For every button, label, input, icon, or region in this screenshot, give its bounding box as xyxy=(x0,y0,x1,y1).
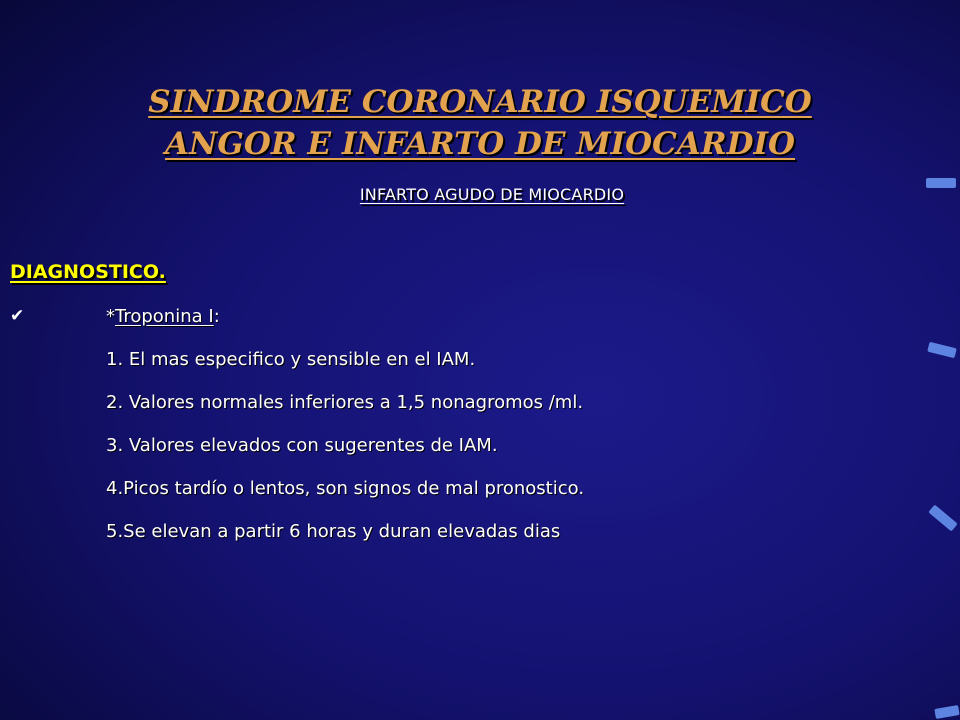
slide-subtitle: INFARTO AGUDO DE MIOCARDIO xyxy=(359,185,625,204)
decorative-accent-bar xyxy=(928,505,957,532)
troponina-prefix: * xyxy=(106,306,115,327)
list-item: 1. El mas especifico y sensible en el IAM. xyxy=(106,349,476,370)
list-item: 4.Picos tardío o lentos, son signos de mal pronostico. xyxy=(106,478,585,499)
checkmark-icon: ✔ xyxy=(10,306,25,326)
slide-title-line-2: ANGOR E INFARTO DE MIOCARDIO xyxy=(164,126,795,162)
troponina-line xyxy=(106,306,220,328)
troponina-label: Troponina I xyxy=(115,306,214,327)
decorative-accent-bar xyxy=(926,178,956,188)
list-item: 5.Se elevan a partir 6 horas y duran elevadas dias xyxy=(106,521,561,542)
troponina-suffix: : xyxy=(213,306,220,327)
slide-title-line-1: SINDROME CORONARIO ISQUEMICO xyxy=(148,84,812,120)
list-item: 3. Valores elevados con sugerentes de IAM. xyxy=(106,435,498,456)
decorative-accent-bar xyxy=(934,705,959,719)
list-item: 2. Valores normales inferiores a 1,5 nonagromos /ml. xyxy=(106,392,584,413)
decorative-accent-bar xyxy=(927,342,957,358)
section-heading: DIAGNOSTICO. xyxy=(10,261,166,283)
